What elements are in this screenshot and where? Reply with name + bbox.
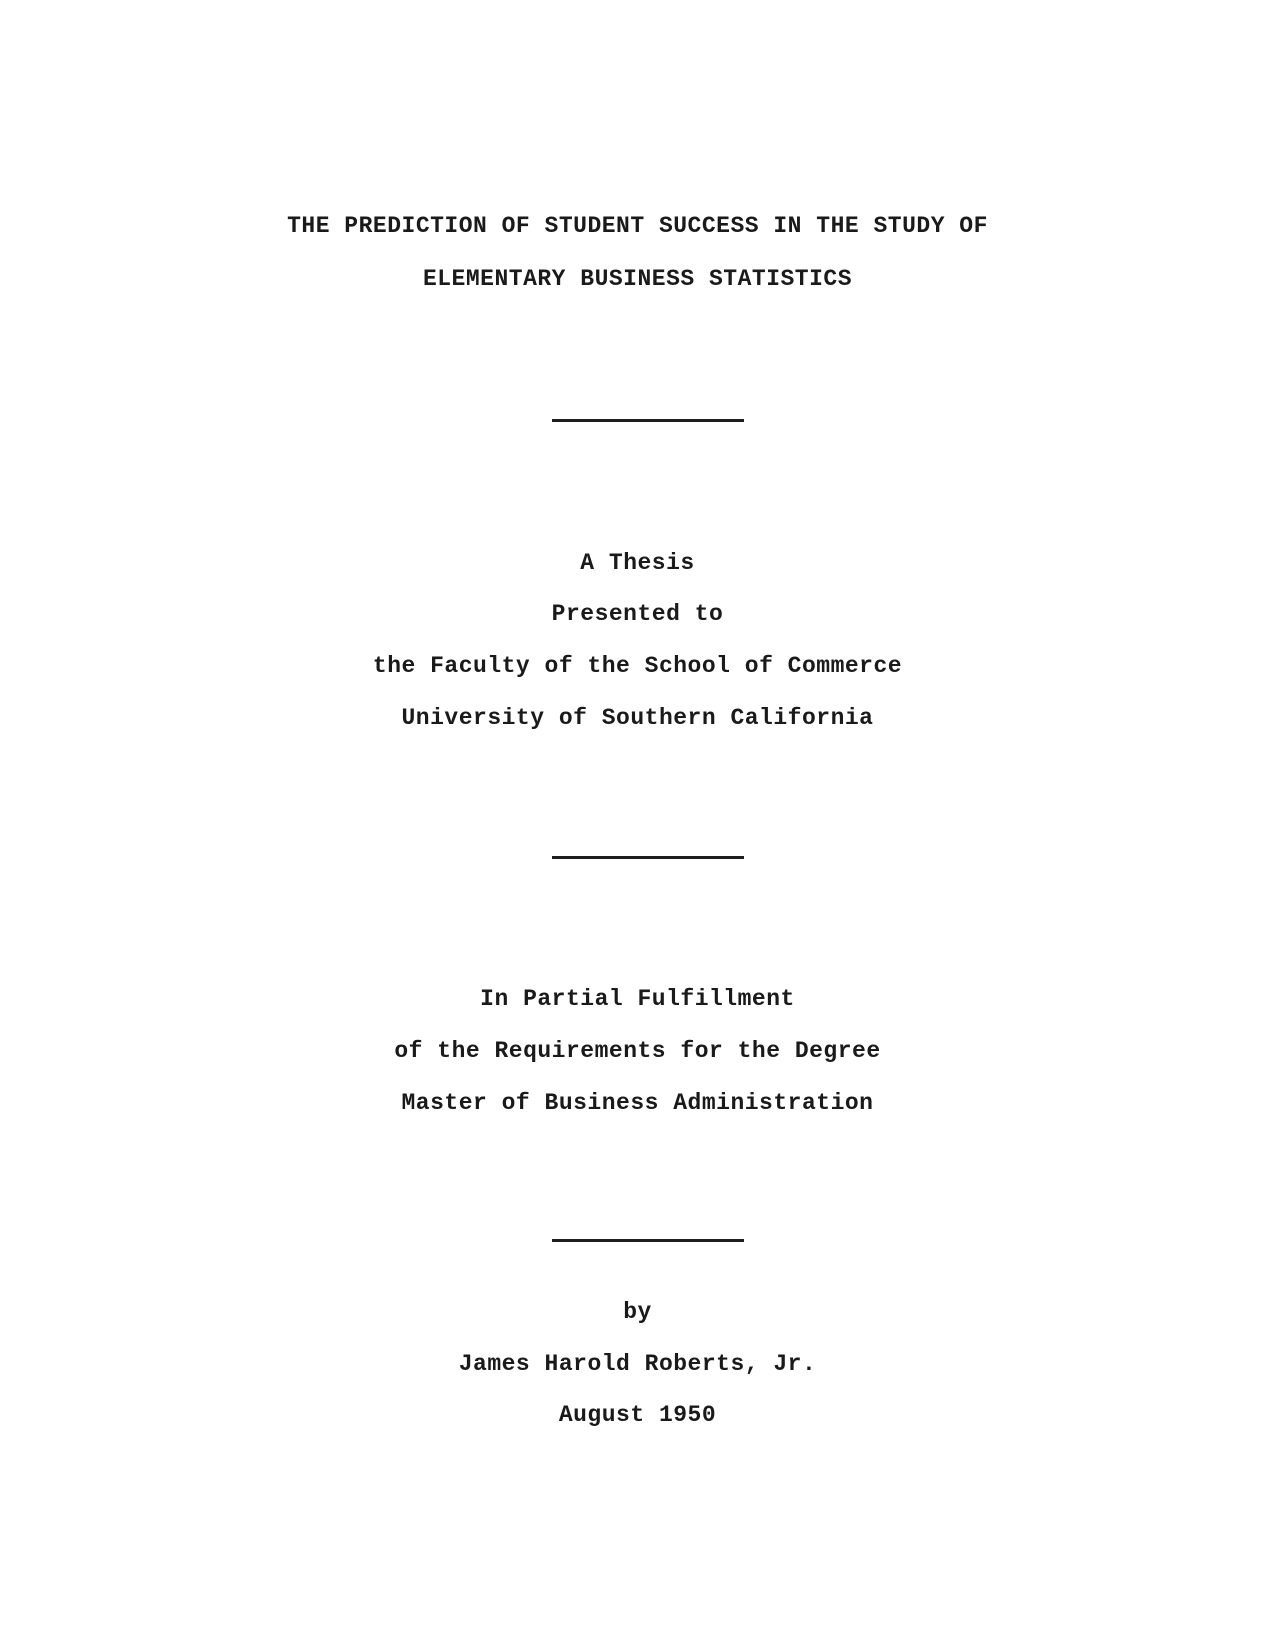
divider-rule-3 [552,1239,744,1242]
author-name: James Harold Roberts, Jr. [458,1351,817,1377]
presented-to-label: Presented to [551,601,724,627]
faculty-line: the Faculty of the School of Commerce [372,653,903,679]
partial-fulfillment-line: In Partial Fulfillment [480,986,795,1012]
degree-line: Master of Business Administration [401,1090,874,1116]
divider-rule-2 [552,856,744,859]
university-line: University of Southern California [401,705,874,731]
thesis-title-line-2: ELEMENTARY BUSINESS STATISTICS [422,266,853,292]
submission-date: August 1950 [558,1402,717,1428]
by-label: by [623,1299,652,1325]
thesis-title-line-1: THE PREDICTION OF STUDENT SUCCESS IN THE STUDY OF [287,213,988,239]
thesis-label: A Thesis [580,550,695,576]
requirements-line: of the Requirements for the Degree [394,1038,881,1064]
divider-rule-1 [552,419,744,422]
